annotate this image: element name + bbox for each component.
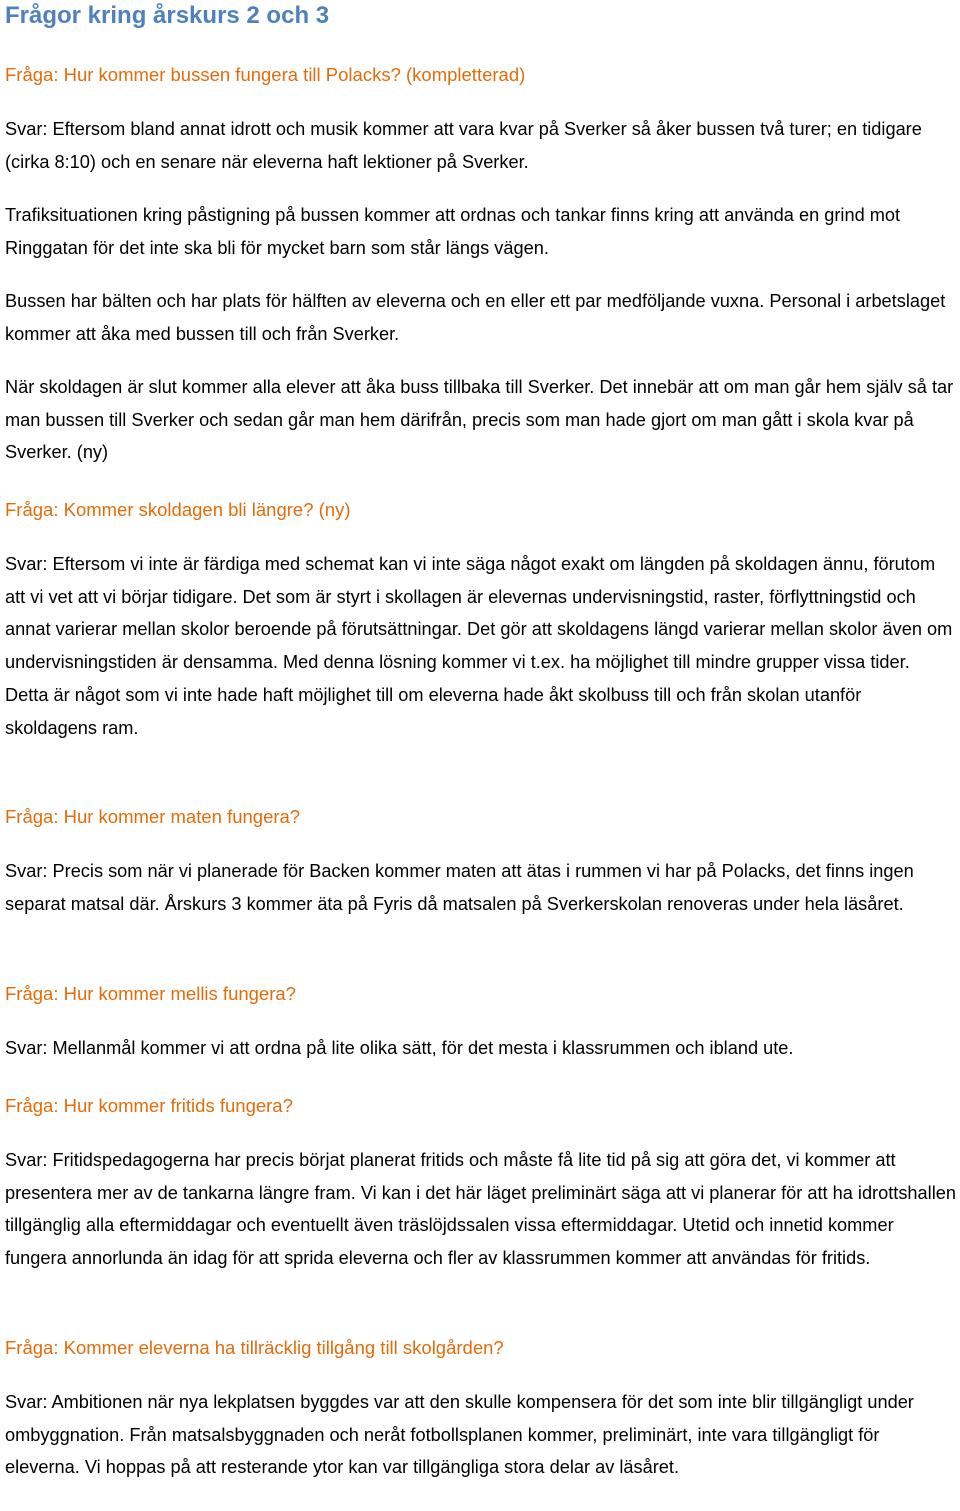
answer-school-day-paragraph: Svar: Eftersom vi inte är färdiga med schemat kan vi inte säga något exakt om längden på skoldagen ännu, förutom att vi vet att vi börjar tidigare. Det som är styrt i skollagen är elevernas undervisningstid, raster, förflyttningstid och annat varierar mellan skolor beroende på förutsättningar. Det gör att skoldagens längd varierar mellan skolor även om undervisningstiden är densamma. Med denna lösning kommer vi t.ex. ha möjlighet till mindre grupper vissa tider. Detta är något som vi inte hade haft möjlighet till om eleverna hade åkt skolbuss till och från skolan utanför skoldagens ram. <box>5 554 953 738</box>
answer-after-school-paragraph: Svar: Fritidspedagogerna har precis börjat planerat fritids och måste få lite tid på sig att göra det, vi kommer att presentera mer av de tankarna längre fram. Vi kan i det här läget preliminärt säga att vi planerar för att ha idrottshallen tillgänglig alla eftermiddagar och eventuellt även träslöjdssalen vissa eftermiddagar. Utetid och innetid kommer fungera annorlunda än idag för att sprida eleverna och fler av klassrummen kommer att användas för fritids. <box>5 1150 956 1269</box>
question-food: Fråga: Hur kommer maten fungera? <box>5 806 301 827</box>
question-school-day: Fråga: Kommer skoldagen bli längre? (ny) <box>5 499 351 520</box>
answer-snack-paragraph: Svar: Mellanmål kommer vi att ordna på lite olika sätt, för det mesta i klassrummen och ibland ute. <box>5 1038 794 1058</box>
answer-food-paragraph: Svar: Precis som när vi planerade för Backen kommer maten att ätas i rummen vi har på Polacks, det finns ingen separat matsal där. Årskurs 3 kommer äta på Fyris då matsalen på Sverkerskolan renoveras under hela läsåret. <box>5 861 914 914</box>
page-title: Frågor kring årskurs 2 och 3 <box>5 2 330 29</box>
answer-bus-paragraph: Svar: Eftersom bland annat idrott och musik kommer att vara kvar på Sverker så åker bussen två turer; en tidigare (cirka 8:10) och en senare när eleverna haft lektioner på Sverker. <box>5 119 922 172</box>
answer-bus-seatbelts-paragraph: Bussen har bälten och har plats för hälften av eleverna och en eller ett par medföljande vuxna. Personal i arbetslaget kommer att åka med bussen till och från Sverker. <box>5 291 946 344</box>
question-after-school: Fråga: Hur kommer fritids fungera? <box>5 1095 293 1116</box>
answer-bus-traffic-paragraph: Trafiksituationen kring påstigning på bussen kommer att ordnas och tankar finns kring att använda en grind mot Ringgatan för det inte ska bli för mycket barn som står längs vägen. <box>5 205 901 258</box>
answer-schoolyard-paragraph: Svar: Ambitionen när nya lekplatsen byggdes var att den skulle kompensera för det som inte blir tillgängligt under ombyggnation. Från matsalsbyggnaden och neråt fotbollsplanen kommer, preliminärt, inte vara tillgängligt för eleverna. Vi hoppas på att resterande ytor kan var tillgängliga stora delar av läsåret. <box>5 1392 914 1478</box>
question-schoolyard: Fråga: Kommer eleverna ha tillräcklig tillgång till skolgården? <box>5 1337 504 1358</box>
question-snack: Fråga: Hur kommer mellis fungera? <box>5 983 296 1004</box>
question-bus: Fråga: Hur kommer bussen fungera till Polacks? (kompletterad) <box>5 64 526 85</box>
answer-bus-end-of-day-paragraph: När skoldagen är slut kommer alla elever att åka buss tillbaka till Sverker. Det innebär att om man går hem själv så tar man bussen till Sverker och sedan går man hem därifrån, precis som man hade gjort om man gått i skola kvar på Sverker. (ny) <box>5 377 954 463</box>
